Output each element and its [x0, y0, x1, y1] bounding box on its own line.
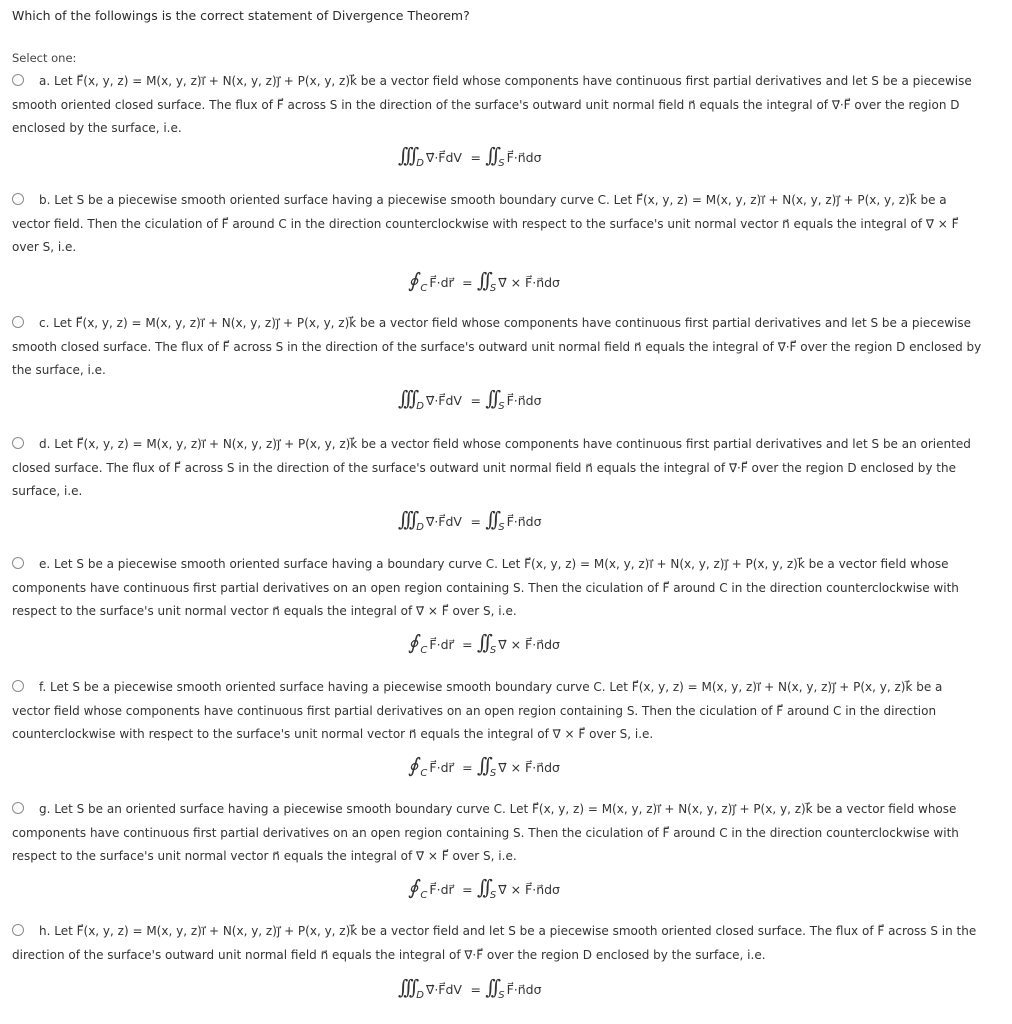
equals-sign: =: [462, 760, 473, 775]
option-c-text: c. Let F⃗(x, y, z) = M(x, y, z)i⃗ + N(x, y, z)j⃗ + P(x, y, z)k⃗ be a vector field whose components have continuous first partial derivatives and let S be a piecewise smooth closed surface. The flux of F⃗ across S in the direction of the surface's outward unit normal field n⃗ equals the integral of ∇⃗·F⃗ over the region D enclosed by the surface, i.e.: [12, 316, 982, 377]
option-e-text: e. Let S be a piecewise smooth oriented surface having a boundary curve C. Let F⃗(x, y, z) = M(x, y, z)i⃗ + N(x, y, z)j⃗ + P(x, y, z)k⃗ be a vector field whose components have continuous first partial derivatives on an open region containing S. Then the ciculation of F⃗ around C in the direction counterclockwise with respect to the surface's unit normal vector n⃗ equals the integral of ∇⃗ × F⃗ over S, i.e.: [12, 557, 959, 618]
option-b-text: b. Let S be a piecewise smooth oriented surface having a piecewise smooth boundary curve C. Let F⃗(x, y, z) = M(x, y, z)i⃗ + N(x, y, z)j⃗ + P(x, y, z)k⃗ be a vector field. Then the ciculation of F⃗ around C in the direction counterclockwise with respect to the surface's unit normal vector n⃗ equals the integral of ∇⃗ × F⃗ over S, i.e.: [12, 193, 959, 254]
option-g-radio[interactable]: [12, 802, 24, 814]
lhs-integrand: ∇⃗·F⃗dV: [425, 982, 462, 997]
option-g-formula: [408, 875, 560, 901]
lhs-integrand: ∇⃗·F⃗dV: [425, 150, 462, 165]
triple-integral-sign: ∫∫∫: [398, 386, 415, 410]
rhs-integrand: F⃗·n⃗dσ: [506, 982, 542, 997]
rhs-integrand: ∇⃗ × F⃗·n⃗dσ: [498, 760, 560, 775]
option-e-radio[interactable]: [12, 557, 24, 569]
double-integral-sign: ∫∫: [477, 630, 488, 654]
rhs-integrand: F⃗·n⃗dσ: [506, 393, 542, 408]
contour-integral-sign: ∮: [408, 875, 419, 899]
equals-sign: =: [470, 150, 481, 165]
surface-subscript: S: [489, 644, 497, 656]
option-h-formula: [398, 975, 542, 1001]
option-c-radio[interactable]: [12, 316, 24, 328]
lhs-integrand: F⃗·dr⃗: [429, 275, 454, 290]
curve-subscript: C: [420, 644, 428, 656]
lhs-integrand: F⃗·dr⃗: [429, 882, 454, 897]
option-d-radio[interactable]: [12, 437, 24, 449]
double-integral-sign: ∫∫: [485, 507, 497, 531]
lhs-integrand: F⃗·dr⃗: [429, 637, 454, 652]
option-f-text: f. Let S be a piecewise smooth oriented surface having a piecewise smooth boundary curve C. Let F⃗(x, y, z) = M(x, y, z)i⃗ + N(x, y, z)j⃗ + P(x, y, z)k⃗ be a vector field whose components have continuous first partial derivatives on an open region containing S. Then the ciculation of F⃗ around C in the direction counterclockwise with respect to the surface's unit normal vector n⃗ equals the integral of ∇⃗ × F⃗ over S, i.e.: [12, 680, 943, 741]
lhs-integrand: ∇⃗·F⃗dV: [425, 514, 462, 529]
option-b[interactable]: [12, 189, 982, 260]
curve-subscript: C: [420, 767, 428, 779]
surface-subscript: S: [489, 282, 497, 294]
triple-integral-sign: ∫∫∫: [398, 143, 415, 167]
option-c[interactable]: [12, 312, 982, 383]
option-a-formula: [398, 143, 542, 169]
surface-subscript: S: [489, 889, 497, 901]
contour-integral-sign: ∮: [408, 630, 419, 654]
region-subscript: D: [416, 521, 424, 533]
triple-integral-sign: ∫∫∫: [398, 507, 415, 531]
triple-integral-sign: ∫∫∫: [398, 975, 415, 999]
option-g[interactable]: [12, 798, 982, 869]
double-integral-sign: ∫∫: [485, 143, 497, 167]
curve-subscript: C: [420, 889, 428, 901]
question-text: Which of the followings is the correct statement of Divergence Theorem?: [12, 8, 470, 23]
option-f[interactable]: [12, 676, 982, 747]
equals-sign: =: [470, 982, 481, 997]
region-subscript: D: [416, 157, 424, 169]
lhs-integrand: ∇⃗·F⃗dV: [425, 393, 462, 408]
double-integral-sign: ∫∫: [477, 753, 488, 777]
option-f-formula: [408, 753, 560, 779]
equals-sign: =: [470, 514, 481, 529]
rhs-integrand: ∇⃗ × F⃗·n⃗dσ: [498, 637, 560, 652]
region-subscript: D: [416, 989, 424, 1001]
contour-integral-sign: ∮: [408, 753, 419, 777]
option-b-formula: [408, 268, 560, 294]
rhs-integrand: ∇⃗ × F⃗·n⃗dσ: [498, 882, 560, 897]
option-h[interactable]: [12, 920, 982, 967]
contour-integral-sign: ∮: [408, 268, 419, 292]
rhs-integrand: ∇⃗ × F⃗·n⃗dσ: [498, 275, 560, 290]
option-a-text: a. Let F⃗(x, y, z) = M(x, y, z)i⃗ + N(x, y, z)j⃗ + P(x, y, z)k⃗ be a vector field whose components have continuous first partial derivatives and let S be a piecewise smooth oriented closed surface. The flux of F⃗ across S in the direction of the surface's outward unit normal field n⃗ equals the integral of ∇⃗·F⃗ over the region D enclosed by the surface, i.e.: [12, 74, 972, 135]
option-g-text: g. Let S be an oriented surface having a piecewise smooth boundary curve C. Let F⃗(x, y, z) = M(x, y, z)i⃗ + N(x, y, z)j⃗ + P(x, y, z)k⃗ be a vector field whose components have continuous first partial derivatives on an open region containing S. Then the ciculation of F⃗ around C in the direction counterclockwise with respect to the surface's unit normal vector n⃗ equals the integral of ∇⃗ × F⃗ over S, i.e.: [12, 802, 959, 863]
equals-sign: =: [462, 275, 473, 290]
option-e[interactable]: [12, 553, 982, 624]
select-one-label: Select one:: [12, 51, 77, 65]
double-integral-sign: ∫∫: [477, 268, 488, 292]
option-a[interactable]: [12, 70, 982, 141]
option-f-radio[interactable]: [12, 680, 24, 692]
option-d-formula: [398, 507, 542, 533]
surface-subscript: S: [498, 521, 505, 533]
option-d[interactable]: [12, 433, 982, 504]
rhs-integrand: F⃗·n⃗dσ: [506, 514, 542, 529]
surface-subscript: S: [498, 989, 505, 1001]
option-b-radio[interactable]: [12, 193, 24, 205]
option-h-radio[interactable]: [12, 924, 24, 936]
surface-subscript: S: [498, 400, 505, 412]
double-integral-sign: ∫∫: [485, 386, 497, 410]
equals-sign: =: [462, 637, 473, 652]
surface-subscript: S: [489, 767, 497, 779]
curve-subscript: C: [420, 282, 428, 294]
region-subscript: D: [416, 400, 424, 412]
option-a-radio[interactable]: [12, 74, 24, 86]
double-integral-sign: ∫∫: [477, 875, 488, 899]
option-e-formula: [408, 630, 560, 656]
option-h-text: h. Let F⃗(x, y, z) = M(x, y, z)i⃗ + N(x, y, z)j⃗ + P(x, y, z)k⃗ be a vector field and let S be a piecewise smooth oriented closed surface. The flux of F⃗ across S in the direction of the surface's outward unit normal field n⃗ equals the integral of ∇⃗·F⃗ over the region D enclosed by the surface, i.e.: [12, 924, 977, 962]
surface-subscript: S: [498, 157, 505, 169]
lhs-integrand: F⃗·dr⃗: [429, 760, 454, 775]
double-integral-sign: ∫∫: [485, 975, 497, 999]
rhs-integrand: F⃗·n⃗dσ: [506, 150, 542, 165]
option-c-formula: [398, 386, 542, 412]
option-d-text: d. Let F⃗(x, y, z) = M(x, y, z)i⃗ + N(x, y, z)j⃗ + P(x, y, z)k⃗ be a vector field whose components have continuous first partial derivatives and let S be an oriented closed surface. The flux of F⃗ across S in the direction of the surface's outward unit normal field n⃗ equals the integral of ∇⃗·F⃗ over the region D enclosed by the surface, i.e.: [12, 437, 971, 498]
equals-sign: =: [462, 882, 473, 897]
equals-sign: =: [470, 393, 481, 408]
